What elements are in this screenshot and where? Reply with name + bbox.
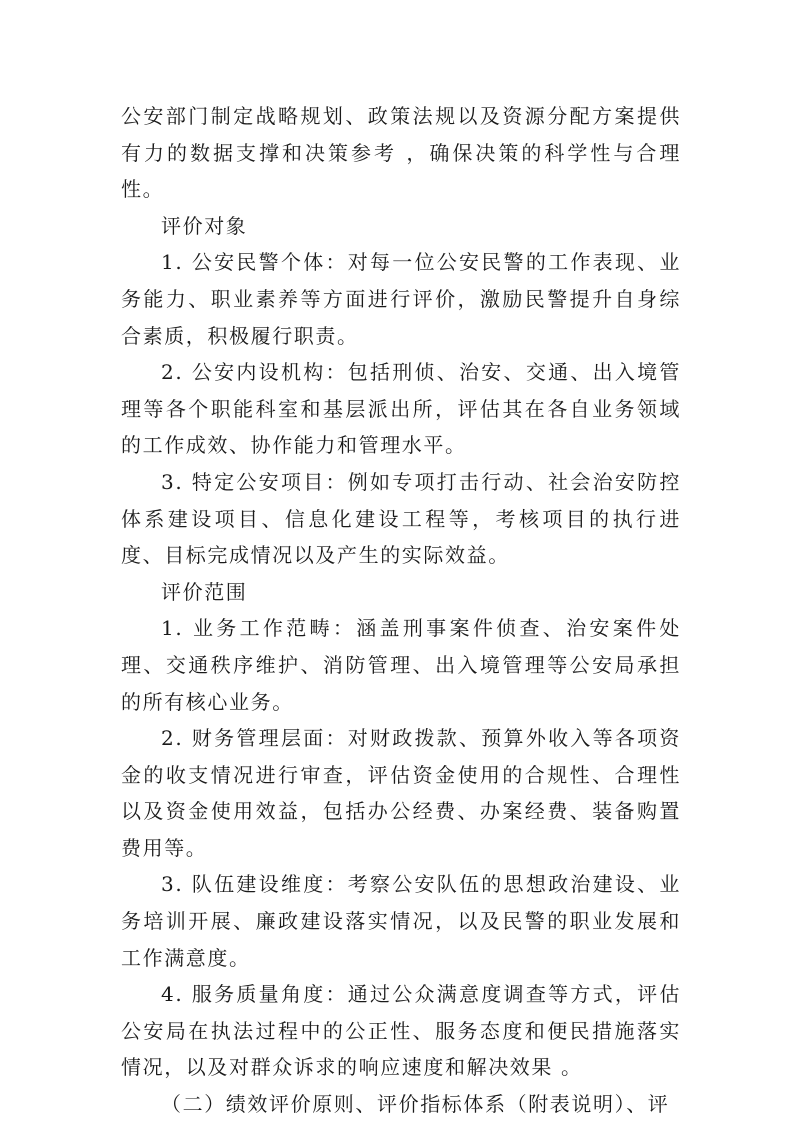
paragraph-objects-item-1: 1. 公安民警个体：对每一位公安民警的工作表现、业务能力、职业素养等方面进行评价，激励民警提升自身综合素质，积极履行职责。 — [121, 250, 681, 348]
paragraph-scope-item-1: 1. 业务工作范畴：涵盖刑事案件侦查、治安案件处理、交通秩序维护、消防管理、出入境管理等公安局承担的所有核心业务。 — [121, 616, 681, 714]
section-heading-principles: （二）绩效评价原则、评价指标体系（附表说明）、评 — [161, 1092, 670, 1117]
paragraph-continuation: 公安部门制定战略规划、政策法规以及资源分配方案提供有力的数据支撑和决策参考 ，确保决策的科学性与合理性。 — [121, 104, 681, 202]
paragraph-scope-item-3: 3. 队伍建设维度：考察公安队伍的思想政治建设、业务培训开展、廉政建设落实情况，以及民警的职业发展和工作满意度。 — [121, 872, 681, 970]
subheading-evaluation-objects: 评价对象 — [161, 213, 248, 238]
subheading-evaluation-scope: 评价范围 — [161, 579, 248, 604]
paragraph-scope-item-2: 2. 财务管理层面：对财政拨款、预算外收入等各项资金的收支情况进行审查，评估资金使用的合规性、合理性以及资金使用效益，包括办公经费、办案经费、装备购置费用等。 — [121, 726, 681, 860]
paragraph-objects-item-2: 2. 公安内设机构：包括刑侦、治安、交通、出入境管理等各个职能科室和基层派出所，评估其在各自业务领域的工作成效、协作能力和管理水平。 — [121, 360, 681, 458]
paragraph-objects-item-3: 3. 特定公安项目：例如专项打击行动、社会治安防控体系建设项目、信息化建设工程等，考核项目的执行进度、目标完成情况以及产生的实际效益。 — [121, 469, 681, 568]
document-body — [121, 98, 681, 1123]
paragraph-scope-item-4: 4. 服务质量角度：通过公众满意度调查等方式，评估公安局在执法过程中的公正性、服务态度和便民措施落实情况，以及对群众诉求的响应速度和解决效果 。 — [121, 982, 681, 1080]
